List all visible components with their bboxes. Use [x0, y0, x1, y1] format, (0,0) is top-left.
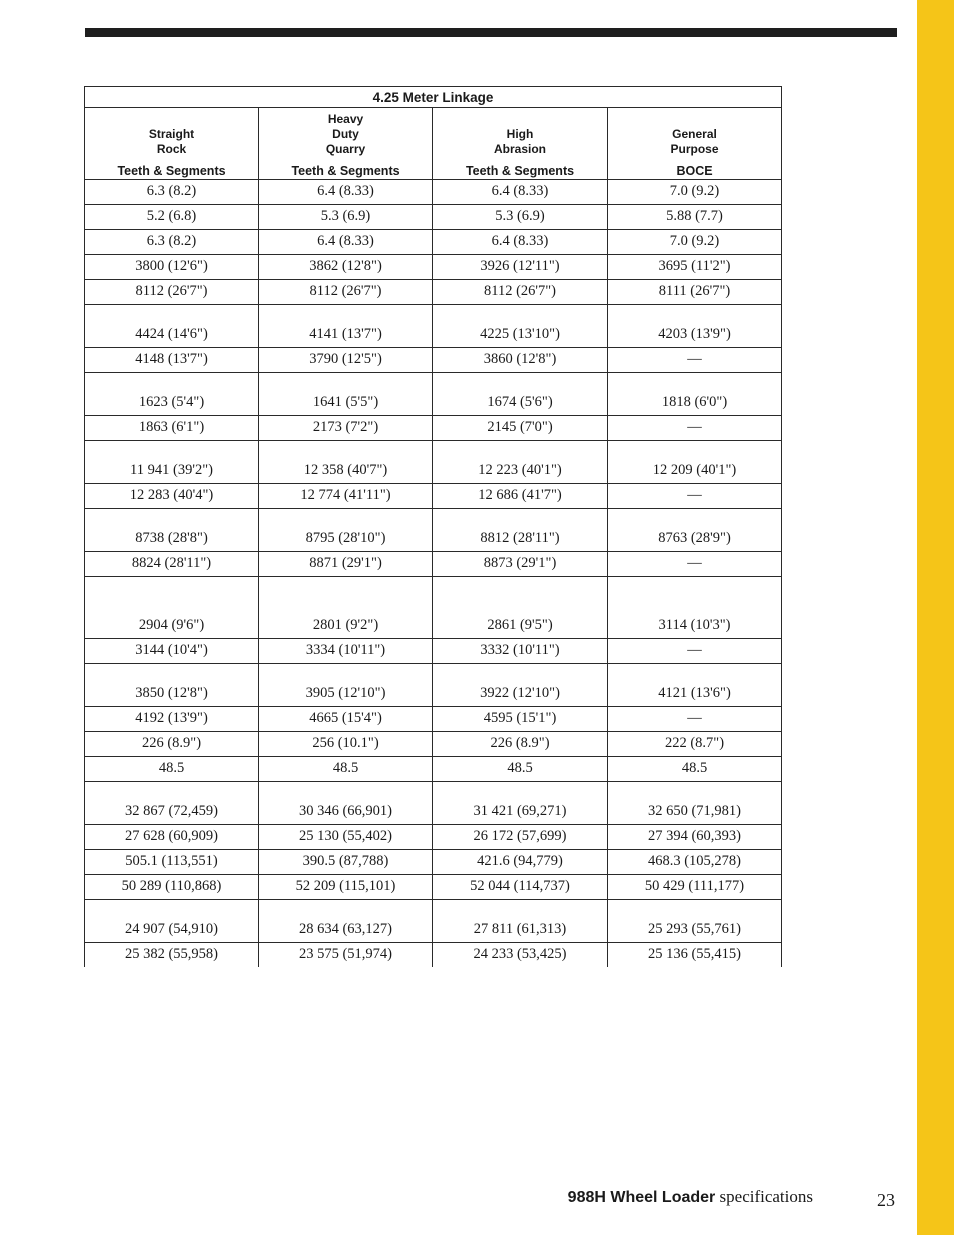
table-cell: 3800 (12'6")	[85, 255, 259, 280]
table-row	[85, 875, 782, 900]
table-title-row	[85, 87, 782, 108]
table-cell: 4121 (13'6")	[608, 664, 782, 707]
table-row	[85, 305, 782, 348]
table-cell: 4424 (14'6")	[85, 305, 259, 348]
column-subheader: BOCE	[608, 159, 782, 180]
table-cell: 3790 (12'5")	[259, 348, 433, 373]
table-cell: 52 044 (114,737)	[433, 875, 608, 900]
table-row	[85, 757, 782, 782]
table-cell: 222 (8.7")	[608, 732, 782, 757]
table-cell: 12 283 (40'4")	[85, 484, 259, 509]
table-row	[85, 850, 782, 875]
table-cell: —	[608, 348, 782, 373]
table-cell: 505.1 (113,551)	[85, 850, 259, 875]
table-cell: 3332 (10'11")	[433, 639, 608, 664]
table-cell: 4203 (13'9")	[608, 305, 782, 348]
footer-label: specifications	[719, 1187, 813, 1206]
table-cell: 226 (8.9")	[433, 732, 608, 757]
table-cell: 6.4 (8.33)	[259, 180, 433, 205]
table-cell: 1641 (5'5")	[259, 373, 433, 416]
table-cell: 8738 (28'8")	[85, 509, 259, 552]
table-cell: 8112 (26'7")	[85, 280, 259, 305]
header-line: Straight	[148, 127, 195, 141]
table-cell: 2801 (9'2")	[259, 577, 433, 639]
table-row	[85, 509, 782, 552]
table-cell: 24 907 (54,910)	[85, 900, 259, 943]
table-cell: 27 394 (60,393)	[608, 825, 782, 850]
table-cell: 48.5	[259, 757, 433, 782]
table-cell: 4595 (15'1")	[433, 707, 608, 732]
table-cell: 1863 (6'1")	[85, 416, 259, 441]
table-cell: 8871 (29'1")	[259, 552, 433, 577]
table-cell: 50 289 (110,868)	[85, 875, 259, 900]
table-cell: 3850 (12'8")	[85, 664, 259, 707]
table-cell: 48.5	[85, 757, 259, 782]
table-cell: 3862 (12'8")	[259, 255, 433, 280]
table-cell: 5.3 (6.9)	[433, 205, 608, 230]
table-row	[85, 552, 782, 577]
table-row	[85, 732, 782, 757]
table-cell: 27 628 (60,909)	[85, 825, 259, 850]
table-cell: 6.3 (8.2)	[85, 180, 259, 205]
header-line: Duty	[332, 127, 359, 141]
table-cell: 6.3 (8.2)	[85, 230, 259, 255]
table-cell: 50 429 (111,177)	[608, 875, 782, 900]
table-cell: 25 293 (55,761)	[608, 900, 782, 943]
column-header-straight-rock	[85, 108, 259, 160]
table-cell: 226 (8.9")	[85, 732, 259, 757]
column-header-row	[85, 108, 782, 160]
table-cell: 2145 (7'0")	[433, 416, 608, 441]
table-cell: 6.4 (8.33)	[433, 230, 608, 255]
table-cell: 4665 (15'4")	[259, 707, 433, 732]
column-subheader: Teeth & Segments	[259, 159, 433, 180]
header-line: Abrasion	[493, 142, 546, 156]
top-rule	[85, 28, 897, 37]
table-cell: 2904 (9'6")	[85, 577, 259, 639]
table-cell: 48.5	[608, 757, 782, 782]
table-row	[85, 707, 782, 732]
table-cell: 8111 (26'7")	[608, 280, 782, 305]
table-row	[85, 255, 782, 280]
table-cell: 5.3 (6.9)	[259, 205, 433, 230]
table-cell: 3922 (12'10")	[433, 664, 608, 707]
table-cell: 3334 (10'11")	[259, 639, 433, 664]
table-cell: 256 (10.1")	[259, 732, 433, 757]
table-cell: 8812 (28'11")	[433, 509, 608, 552]
table-cell: 468.3 (105,278)	[608, 850, 782, 875]
linkage-spec-table	[84, 86, 782, 967]
table-row	[85, 441, 782, 484]
table-cell: 4141 (13'7")	[259, 305, 433, 348]
table-cell: 12 358 (40'7")	[259, 441, 433, 484]
table-cell: 7.0 (9.2)	[608, 230, 782, 255]
table-cell: —	[608, 639, 782, 664]
table-cell: 8873 (29'1")	[433, 552, 608, 577]
table-cell: 8112 (26'7")	[259, 280, 433, 305]
table-cell: —	[608, 484, 782, 509]
column-subheader: Teeth & Segments	[433, 159, 608, 180]
table-cell: 6.4 (8.33)	[259, 230, 433, 255]
table-cell: 48.5	[433, 757, 608, 782]
table-cell: 421.6 (94,779)	[433, 850, 608, 875]
table-cell: 8795 (28'10")	[259, 509, 433, 552]
table-cell: —	[608, 416, 782, 441]
header-line: General	[672, 127, 717, 141]
table-cell: 8763 (28'9")	[608, 509, 782, 552]
table-cell: 1818 (6'0")	[608, 373, 782, 416]
header-line: Rock	[156, 142, 187, 156]
table-row	[85, 782, 782, 825]
table-row	[85, 416, 782, 441]
table-cell: 3905 (12'10")	[259, 664, 433, 707]
table-cell: 2861 (9'5")	[433, 577, 608, 639]
table-cell: 3926 (12'11")	[433, 255, 608, 280]
table-cell: 11 941 (39'2")	[85, 441, 259, 484]
table-title: 4.25 Meter Linkage	[85, 87, 782, 108]
column-subheader: Teeth & Segments	[85, 159, 259, 180]
header-line: High	[506, 127, 534, 141]
table-cell: —	[608, 552, 782, 577]
header-line: Purpose	[670, 142, 719, 156]
table-cell: 25 130 (55,402)	[259, 825, 433, 850]
footer-title	[568, 1187, 813, 1207]
table-cell: 3695 (11'2")	[608, 255, 782, 280]
table-cell: 12 223 (40'1")	[433, 441, 608, 484]
table-cell: 4148 (13'7")	[85, 348, 259, 373]
table-row	[85, 577, 782, 639]
table-row	[85, 205, 782, 230]
table-cell: 52 209 (115,101)	[259, 875, 433, 900]
table-cell: 3860 (12'8")	[433, 348, 608, 373]
table-cell: 25 382 (55,958)	[85, 943, 259, 968]
table-cell: 5.88 (7.7)	[608, 205, 782, 230]
table-cell: 4225 (13'10")	[433, 305, 608, 348]
table-cell: 12 774 (41'11")	[259, 484, 433, 509]
table-cell: 5.2 (6.8)	[85, 205, 259, 230]
column-header-general-purpose	[608, 108, 782, 160]
table-row	[85, 900, 782, 943]
table-cell: 390.5 (87,788)	[259, 850, 433, 875]
table-cell: 32 867 (72,459)	[85, 782, 259, 825]
table-row	[85, 825, 782, 850]
column-header-high-abrasion	[433, 108, 608, 160]
table-row	[85, 180, 782, 205]
table-row	[85, 348, 782, 373]
table-cell: 27 811 (61,313)	[433, 900, 608, 943]
table-row	[85, 639, 782, 664]
table-cell: 24 233 (53,425)	[433, 943, 608, 968]
yellow-side-bar	[917, 0, 954, 1235]
table-cell: 12 686 (41'7")	[433, 484, 608, 509]
table-cell: 31 421 (69,271)	[433, 782, 608, 825]
table-cell: 3114 (10'3")	[608, 577, 782, 639]
footer-model: 988H Wheel Loader	[567, 1189, 716, 1206]
table-cell: 12 209 (40'1")	[608, 441, 782, 484]
header-line: Heavy	[327, 112, 364, 126]
table-cell: 8824 (28'11")	[85, 552, 259, 577]
column-subheader-row	[85, 159, 782, 180]
column-header-heavy-duty-quarry	[259, 108, 433, 160]
table-cell: 30 346 (66,901)	[259, 782, 433, 825]
table-cell: 25 136 (55,415)	[608, 943, 782, 968]
table-row	[85, 373, 782, 416]
table-row	[85, 943, 782, 968]
table-row	[85, 484, 782, 509]
table-cell: 7.0 (9.2)	[608, 180, 782, 205]
header-line: Quarry	[325, 142, 366, 156]
table-cell: 6.4 (8.33)	[433, 180, 608, 205]
table-cell: 32 650 (71,981)	[608, 782, 782, 825]
table-cell: 2173 (7'2")	[259, 416, 433, 441]
table-cell: 23 575 (51,974)	[259, 943, 433, 968]
table-row	[85, 664, 782, 707]
table-row	[85, 280, 782, 305]
table-cell: 28 634 (63,127)	[259, 900, 433, 943]
table-row	[85, 230, 782, 255]
table-cell: 4192 (13'9")	[85, 707, 259, 732]
page-number: 23	[877, 1190, 895, 1210]
table-cell: —	[608, 707, 782, 732]
table-cell: 8112 (26'7")	[433, 280, 608, 305]
table-cell: 26 172 (57,699)	[433, 825, 608, 850]
table-cell: 1674 (5'6")	[433, 373, 608, 416]
table-cell: 1623 (5'4")	[85, 373, 259, 416]
table-body	[85, 180, 782, 968]
table-cell: 3144 (10'4")	[85, 639, 259, 664]
